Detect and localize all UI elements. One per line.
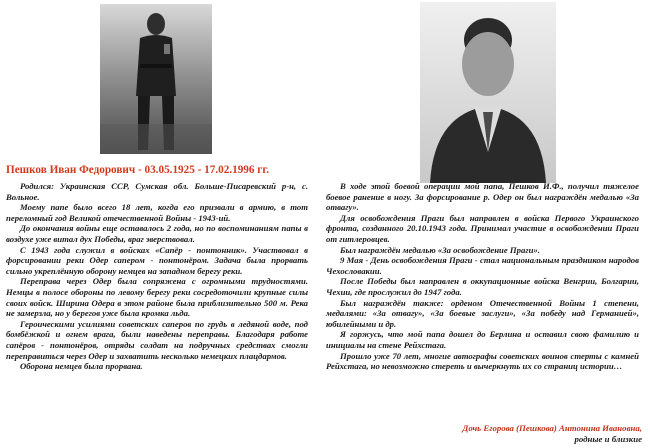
left-biography-text	[6, 181, 308, 372]
elder-portrait-photo	[420, 2, 556, 183]
paragraph: Родился: Украинская ССР, Сумская обл. Больше-Писаревский р-н, с. Вольное.	[6, 181, 308, 202]
paragraph: 9 Мая - День освобождения Праги - стал национальным праздником народов Чехословакии.	[326, 255, 639, 276]
signature-block	[462, 423, 642, 445]
right-biography-text	[326, 181, 639, 372]
soldier-photo	[100, 4, 212, 154]
paragraph: До окончания войны еще оставалось 2 года, но по воспоминаниям папы в воздухе уже витал дух Победы, враг зверствовал.	[6, 223, 308, 244]
paragraph: Героическими усилиями советских саперов по грудь в ледяной воде, под бомбёжкой и огнем врага, были наведены переправы. Благодаря работе сапёров - понтонёров, отряды солдат на подручных средствах смогли переправиться через Одер и захватить несколько немецких плацдармов.	[6, 318, 308, 361]
paragraph: Переправа через Одер была сопряжена с огромными трудностями. Немцы в полосе обороны по левому берегу реки сосредоточили крупные силы своих войск. Ширина Одера в этом районе была приблизительно 500 м. Река не замерзла, но у берегов уже была кромка льда.	[6, 276, 308, 319]
soldier-figure-icon	[100, 4, 212, 154]
paragraph: После Победы был направлен в оккупационные войска Венгрии, Болгарии, Чехии, где прослужил до 1947 года.	[326, 276, 639, 297]
signature-relatives: родные и близкие	[574, 434, 642, 444]
life-dates: - 03.05.1925 - 17.02.1996 гг.	[135, 164, 269, 176]
paragraph: Моему папе было всего 18 лет, когда его призвали в армию, в тот переломный год Великой отечественной Войны - 1943-ий.	[6, 202, 308, 223]
paragraph: Для освобождения Праги был направлен в войска Первого Украинского фронта, созданного 20.10.1943 года. Принимал участие в освобождении Праги от гитлеровцев.	[326, 212, 639, 244]
portrait-figure-icon	[420, 2, 556, 183]
paragraph: Я горжусь, что мой папа дошел до Берлина и оставил свою фамилию и инициалы на стене Рейхстага.	[326, 329, 639, 350]
paragraph: В ходе этой боевой операции мой папа, Пешков И.Ф., получил тяжелое боевое ранение в ногу. За форсирование р. Одер он был награждён медалью «За отвагу».	[326, 181, 639, 213]
person-heading	[6, 164, 320, 176]
person-name: Пешков Иван Федорович	[6, 164, 136, 176]
paragraph: Оборона немцев была прорвана.	[20, 361, 143, 372]
paragraph: Был награждён также: орденом Отечественной Войны 1 степени, медалями: «За отвагу», «За боевые заслуги», «За победу над Германией», юбилейными и др.	[326, 297, 639, 329]
paragraph: С 1943 года служил в войсках «Сапёр - понтонник». Участвовал в форсировании реки Одер сапером - понтонёром. Задача была прорвать сильно укреплённую оборону немцев на западном берегу реки.	[6, 244, 308, 276]
signature-author: Дочь Егорова (Пешкова) Антонина Ивановна,	[462, 423, 642, 433]
paragraph: Прошло уже 70 лет, многие автографы советских воинов стерты с камней Рейхстага, но невозможно стереть и вычеркнуть их со страниц истории…	[326, 350, 639, 372]
paragraph: Был награждён медалью «За освобождение Праги».	[340, 244, 540, 255]
